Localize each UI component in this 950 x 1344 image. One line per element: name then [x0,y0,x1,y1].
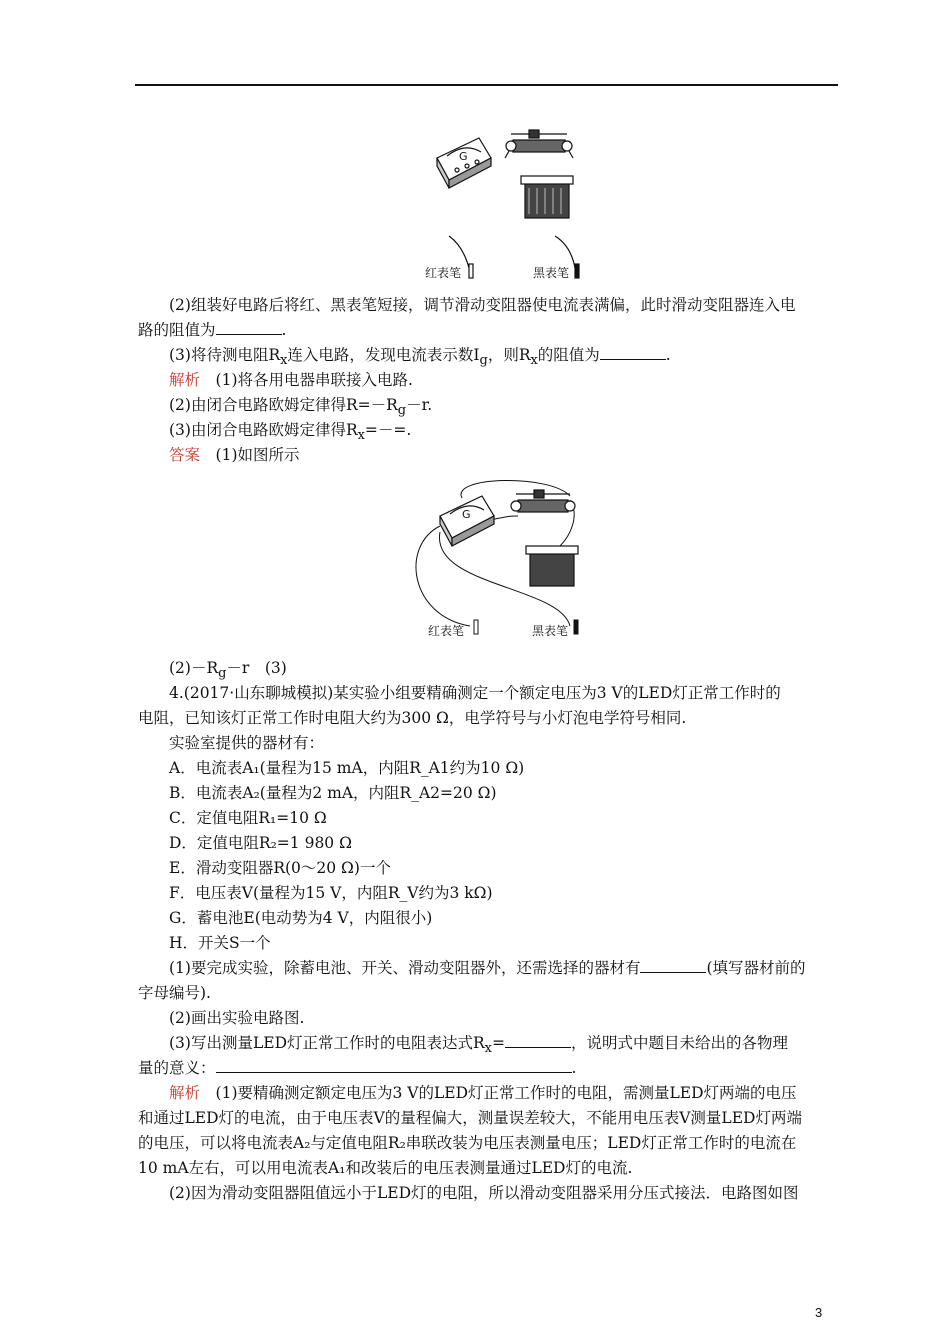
q3-part3: (3)将待测电阻$R_x$连入电路，发现电流表示数$I_g$，则$R_x$的阻值为 . [169,346,671,369]
q4-option-H: H．开关S一个 [169,934,271,952]
q4-analysis-line5: (2)因为滑动变阻器阻值远小于LED灯的电阻，所以滑动变阻器采用分压式接法．电路图如图 [169,1184,799,1202]
answer-blank[interactable] [216,1058,572,1073]
q4-equipment-heading: 实验室提供的器材有： [169,734,325,752]
red-lead-label: 红表笔 [425,266,462,280]
battery-icon [526,546,578,586]
q4-option-G: G．蓄电池E(电动势为4 V，内阻很小) [169,909,433,927]
page-number: 3 [815,1305,823,1320]
q4-analysis-line3: 的电压，可以将电流表A₂与定值电阻R₂串联改装为电压表测量电压；LED灯正常工作时的电流在 [138,1134,797,1152]
galvanometer-icon [440,496,494,546]
black-lead-label: 黑表笔 [532,624,569,638]
rheostat-icon [511,490,575,512]
q4-part2: (2)画出实验电路图. [169,1009,305,1027]
analysis-line2: (2)由闭合电路欧姆定律得$R=-R_g-r$. [169,396,433,419]
analysis-line1: 解析 (1)将各用电器串联接入电路. [169,371,413,389]
q4-stem-line1: 4.(2017·山东聊城模拟)某实验小组要精确测定一个额定电压为3 V的LED灯正常工作时的 [169,684,781,702]
circuit-components-figure [425,118,605,288]
q4-part1-line1: (1)要完成实验，除蓄电池、开关、滑动变阻器外，还需选择的器材有 (填写器材前的 [169,959,806,977]
answer-blank[interactable] [640,958,706,973]
test-lead-red-icon [474,620,478,634]
q4-analysis-line2: 和通过LED灯的电流，由于电压表V的量程偏大，测量误差较大，不能用电压表V测量LED灯两端 [138,1109,802,1127]
red-lead-label: 红表笔 [428,624,465,638]
galvanometer-icon [437,138,491,188]
circuit-connected-figure [410,476,600,646]
svg-text:G: G [462,508,471,521]
q4-part3-line1: (3)写出测量LED灯正常工作时的电阻表达式$R_x=$ ，说明式中题目未给出的各物理 [169,1034,788,1057]
wire [461,480,570,498]
q3-part2-line1: (2)组装好电路后将红、黑表笔短接，调节滑动变阻器使电流表满偏，此时滑动变阻器连入电 [169,296,796,314]
q4-option-D: D．定值电阻R₂=1 980 Ω [169,834,352,852]
svg-text:G: G [459,150,468,163]
q4-option-C: C．定值电阻R₁=10 Ω [169,809,327,827]
analysis-tag: 解析 [169,1084,201,1102]
q4-analysis-line4: 10 mA左右，可以用电流表A₁和改装后的电压表测量通过LED灯的电流. [138,1159,633,1177]
rheostat-icon [505,130,573,158]
answer-line1: 答案 (1)如图所示 [169,446,300,464]
q4-analysis-line1: 解析 (1)要精确测定额定电压为3 V的LED灯正常工作时的电阻，需测量LED灯两端的电压 [169,1084,797,1102]
analysis-line3: (3)由闭合电路欧姆定律得$R_x=-=$. [169,421,412,444]
header-rule [135,84,838,86]
answer-line2: $(2)-R_g-r$ (3) [169,659,287,682]
answer-blank[interactable] [600,345,666,360]
q4-option-F: F．电压表V(量程为15 V，内阻R_V约为3 kΩ) [169,884,493,902]
q4-part3-line2: 量的意义： . [138,1059,577,1077]
answer-blank[interactable] [216,320,282,335]
answer-tag: 答案 [169,446,201,464]
analysis-tag: 解析 [169,371,201,389]
battery-icon [521,176,573,218]
answer-blank[interactable] [505,1033,571,1048]
q4-option-A: A．电流表A₁(量程为15 mA，内阻R_A1约为10 Ω) [169,759,525,777]
q4-part1-line2: 字母编号). [138,984,211,1002]
q4-option-B: B．电流表A₂(量程为2 mA，内阻R_A2=20 Ω) [169,784,497,802]
q3-part2-line2: 路的阻值为 . [138,321,287,339]
black-lead-label: 黑表笔 [533,266,570,280]
q4-option-E: E．滑动变阻器R(0～20 Ω)一个 [169,859,391,877]
test-lead-black-icon [574,620,578,634]
q4-stem-line2: 电阻，已知该灯正常工作时电阻大约为300 Ω，电学符号与小灯泡电学符号相同. [138,709,687,727]
